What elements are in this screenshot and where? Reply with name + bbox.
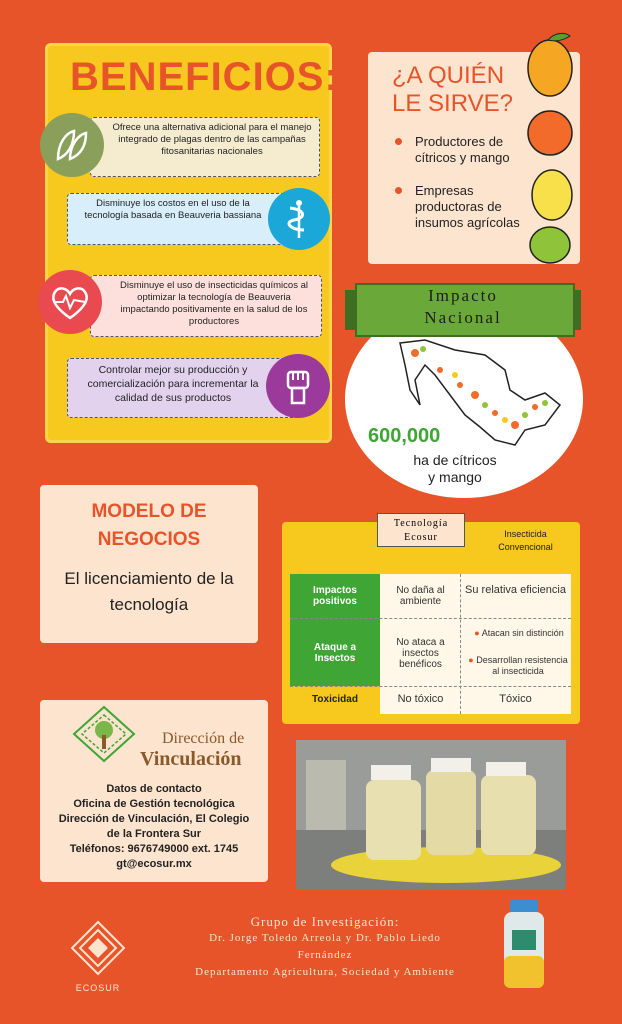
benefit-text-2: Disminuye los costos en el uso de la tecnología basada en Beauveria bassiana (84, 198, 262, 221)
cell-ecosur-toxicidad: No tóxico (397, 693, 444, 705)
quien-title (392, 62, 513, 118)
caduceus-icon (268, 188, 330, 250)
footer-line2: Dr. Jorge Toledo Arreola y Dr. Pablo Liedo (209, 932, 441, 944)
impacto-caption-line2: y mango (428, 469, 482, 485)
vinculacion-line2: Vinculación (140, 748, 242, 770)
lab-photo (296, 740, 566, 890)
row-divider (290, 618, 571, 619)
col-header-convencional: Insecticida Convencional (498, 529, 553, 552)
contact-line4: de la Frontera Sur (106, 828, 202, 840)
jar-icon (500, 898, 548, 990)
row-divider (290, 686, 571, 687)
cell-conv-ataque-2 (466, 655, 570, 677)
contact-info (40, 782, 268, 872)
benefit-text-4: Controlar mejor su producción y comercialización para incrementar la calidad de sus productos (87, 364, 259, 404)
footer-line1: Grupo de Investigación: (250, 914, 400, 929)
impacto-title (355, 285, 571, 329)
cell-conv-toxicidad: Tóxico (499, 693, 532, 705)
row-label-toxicidad: Toxicidad (312, 694, 358, 705)
quien-title-line1: ¿A QUIÉN (392, 62, 505, 89)
impacto-figure: 600,000 (368, 425, 441, 447)
impacto-caption (380, 452, 530, 486)
benefit-card-2 (67, 193, 299, 245)
ecosur-logo-text: ECOSUR (75, 983, 121, 993)
cell-conv-ataque-2-text: Desarrollan resistencia al insecticida (476, 655, 568, 676)
vinculacion-name (140, 730, 244, 771)
modelo-title-line2: NEGOCIOS (97, 529, 201, 550)
raised-fist-icon (266, 354, 330, 418)
quien-item-2: Empresas productoras de insumos agrícolas (415, 183, 520, 230)
beneficios-title: BENEFICIOS: (70, 55, 339, 99)
col-header-ecosur: Tecnología Ecosur (377, 513, 465, 547)
contact-line2: Oficina de Gestión tecnológica (73, 798, 235, 810)
ecosur-logo (68, 918, 128, 988)
contact-email[interactable]: gt@ecosur.mx (116, 858, 192, 870)
row-label-ataque: Ataque a Insectos (313, 642, 357, 664)
benefit-text-3: Disminuye el uso de insecticidas químicos al optimizar la tecnología de Beauveria impactando positivamente en la salud de los productores (120, 280, 308, 327)
footer-credits (130, 913, 520, 981)
contact-phone: Teléfonos: 9676749000 ext. 1745 (69, 843, 239, 855)
benefit-card-4 (67, 358, 299, 418)
row-label-impactos: Impactos positivos (313, 585, 357, 607)
benefit-card-1 (90, 117, 320, 177)
bullet-dot: ● (468, 655, 474, 665)
bullet-dot (395, 187, 402, 194)
vinculacion-logo (72, 705, 136, 763)
impacto-caption-line1: ha de cítricos (413, 452, 497, 468)
cell-ecosur-ataque: No ataca a insectos benéficos (396, 637, 445, 670)
quien-title-line2: LE SIRVE? (392, 90, 513, 117)
quien-item-1: Productores de cítricos y mango (415, 134, 510, 165)
heart-pulse-icon (38, 270, 102, 334)
impacto-title-line2: Nacional (424, 308, 502, 327)
contact-line3: Dirección de Vinculación, El Colegio (58, 813, 250, 825)
bullet-dot: ● (474, 628, 480, 638)
bullet-dot (395, 138, 402, 145)
leaves-icon (40, 113, 104, 177)
footer-line3: Fernández (297, 949, 353, 961)
benefit-card-3 (90, 275, 322, 337)
contact-line1: Datos de contacto (106, 783, 202, 795)
cell-conv-ataque-1 (468, 628, 570, 639)
col-divider (460, 574, 461, 714)
impacto-title-line1: Impacto (428, 286, 498, 305)
vinculacion-line1: Dirección de (162, 730, 245, 747)
fruits-illustration (520, 30, 580, 270)
benefit-text-1: Ofrece una alternativa adicional para el manejo integrado de plagas dentro de las campañas fitosanitarias nacionales (112, 122, 312, 157)
footer-line4: Departamento Agricultura, Sociedad y Ambiente (195, 966, 455, 978)
modelo-title (40, 498, 258, 554)
cell-ecosur-impactos: No daña al ambiente (396, 585, 445, 607)
modelo-title-line1: MODELO DE (91, 501, 207, 522)
modelo-text: El licenciamiento de la tecnología (64, 569, 234, 614)
cell-conv-ataque-1-text: Atacan sin distinción (481, 628, 564, 638)
cell-conv-impactos: Su relativa eficiencia (465, 584, 566, 596)
